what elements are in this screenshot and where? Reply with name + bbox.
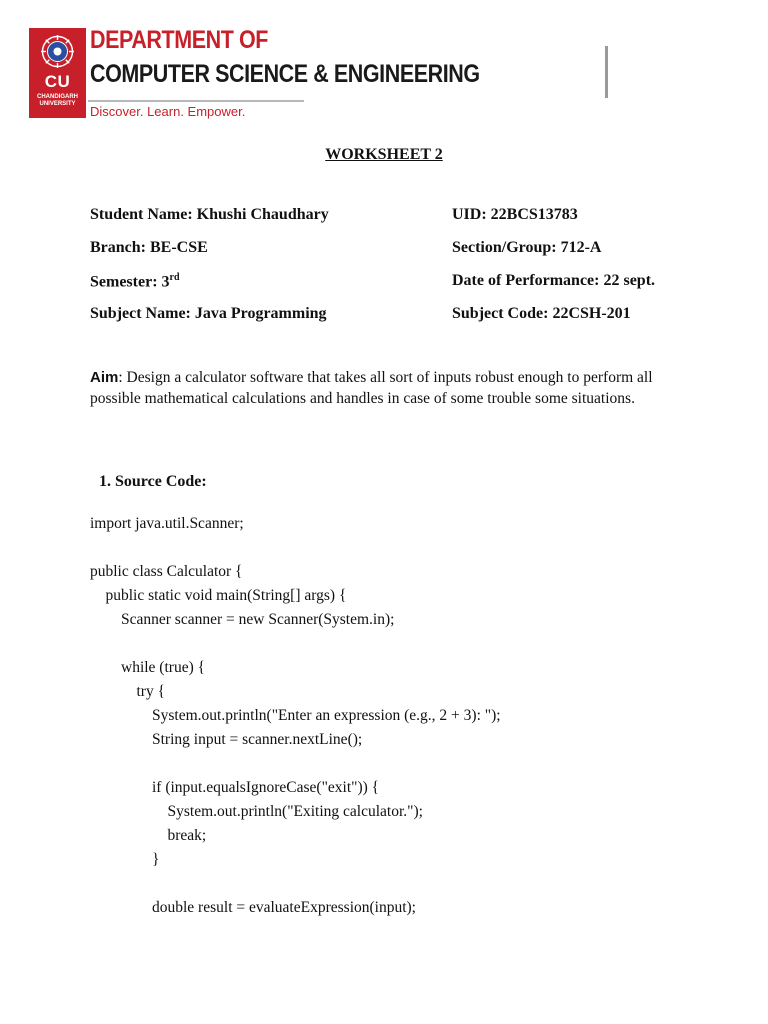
code-line: while (true) { bbox=[90, 659, 206, 676]
code-line: String input = scanner.nextLine(); bbox=[90, 731, 363, 748]
logo-cu-text: CU bbox=[44, 72, 71, 91]
code-line bbox=[90, 874, 730, 898]
aim-paragraph bbox=[90, 367, 690, 409]
date-of-performance: Date of Performance: 22 sept. bbox=[452, 272, 656, 289]
aim-label: Aim bbox=[90, 369, 119, 386]
branch: Branch: BE-CSE bbox=[90, 239, 208, 256]
code-line bbox=[90, 754, 730, 778]
code-line: public class Calculator { bbox=[90, 563, 243, 580]
student-name: Student Name: Khushi Chaudhary bbox=[90, 206, 329, 223]
aim-text: Design a calculator software that takes all sort of inputs robust enough to perform all possible mathematical calculations and handles in case of some trouble some situations. bbox=[90, 369, 653, 407]
emblem-icon bbox=[40, 34, 75, 69]
code-line: Scanner scanner = new Scanner(System.in); bbox=[90, 611, 395, 628]
section-group: Section/Group: 712-A bbox=[452, 239, 602, 256]
semester: Semester: 3rd bbox=[90, 272, 180, 291]
code-line: break; bbox=[90, 827, 207, 844]
code-line bbox=[90, 538, 730, 562]
subject-name: Subject Name: Java Programming bbox=[90, 305, 327, 322]
tagline: Discover. Learn. Empower. bbox=[90, 104, 246, 119]
code-line: System.out.println("Enter an expression (e.g., 2 + 3): "); bbox=[90, 707, 501, 724]
info-row-3 bbox=[90, 272, 730, 294]
header-divider bbox=[88, 100, 304, 102]
source-code-heading: 1. Source Code: bbox=[99, 473, 207, 490]
info-row-4 bbox=[90, 305, 730, 327]
student-uid: UID: 22BCS13783 bbox=[452, 206, 578, 223]
info-row-1 bbox=[90, 206, 730, 228]
code-line: if (input.equalsIgnoreCase("exit")) { bbox=[90, 779, 380, 796]
info-row-2 bbox=[90, 239, 730, 261]
subject-code: Subject Code: 22CSH-201 bbox=[452, 305, 631, 322]
header-vertical-bar bbox=[605, 46, 608, 98]
worksheet-title: WORKSHEET 2 bbox=[325, 146, 443, 163]
source-code-block bbox=[90, 514, 730, 922]
aim-separator: : bbox=[118, 369, 123, 386]
department-title-line1: DEPARTMENT OF bbox=[90, 26, 268, 54]
code-line: } bbox=[90, 851, 160, 868]
code-line: double result = evaluateExpression(input); bbox=[90, 899, 416, 916]
code-line: import java.util.Scanner; bbox=[90, 515, 244, 532]
code-line: try { bbox=[90, 683, 166, 700]
department-title-line2: COMPUTER SCIENCE & ENGINEERING bbox=[90, 60, 480, 88]
code-line: public static void main(String[] args) { bbox=[90, 587, 347, 604]
code-line bbox=[90, 634, 730, 658]
code-line: System.out.println("Exiting calculator."); bbox=[90, 803, 423, 820]
university-logo bbox=[29, 28, 86, 118]
logo-university-text: CHANDIGARH UNIVERSITY bbox=[37, 94, 78, 107]
